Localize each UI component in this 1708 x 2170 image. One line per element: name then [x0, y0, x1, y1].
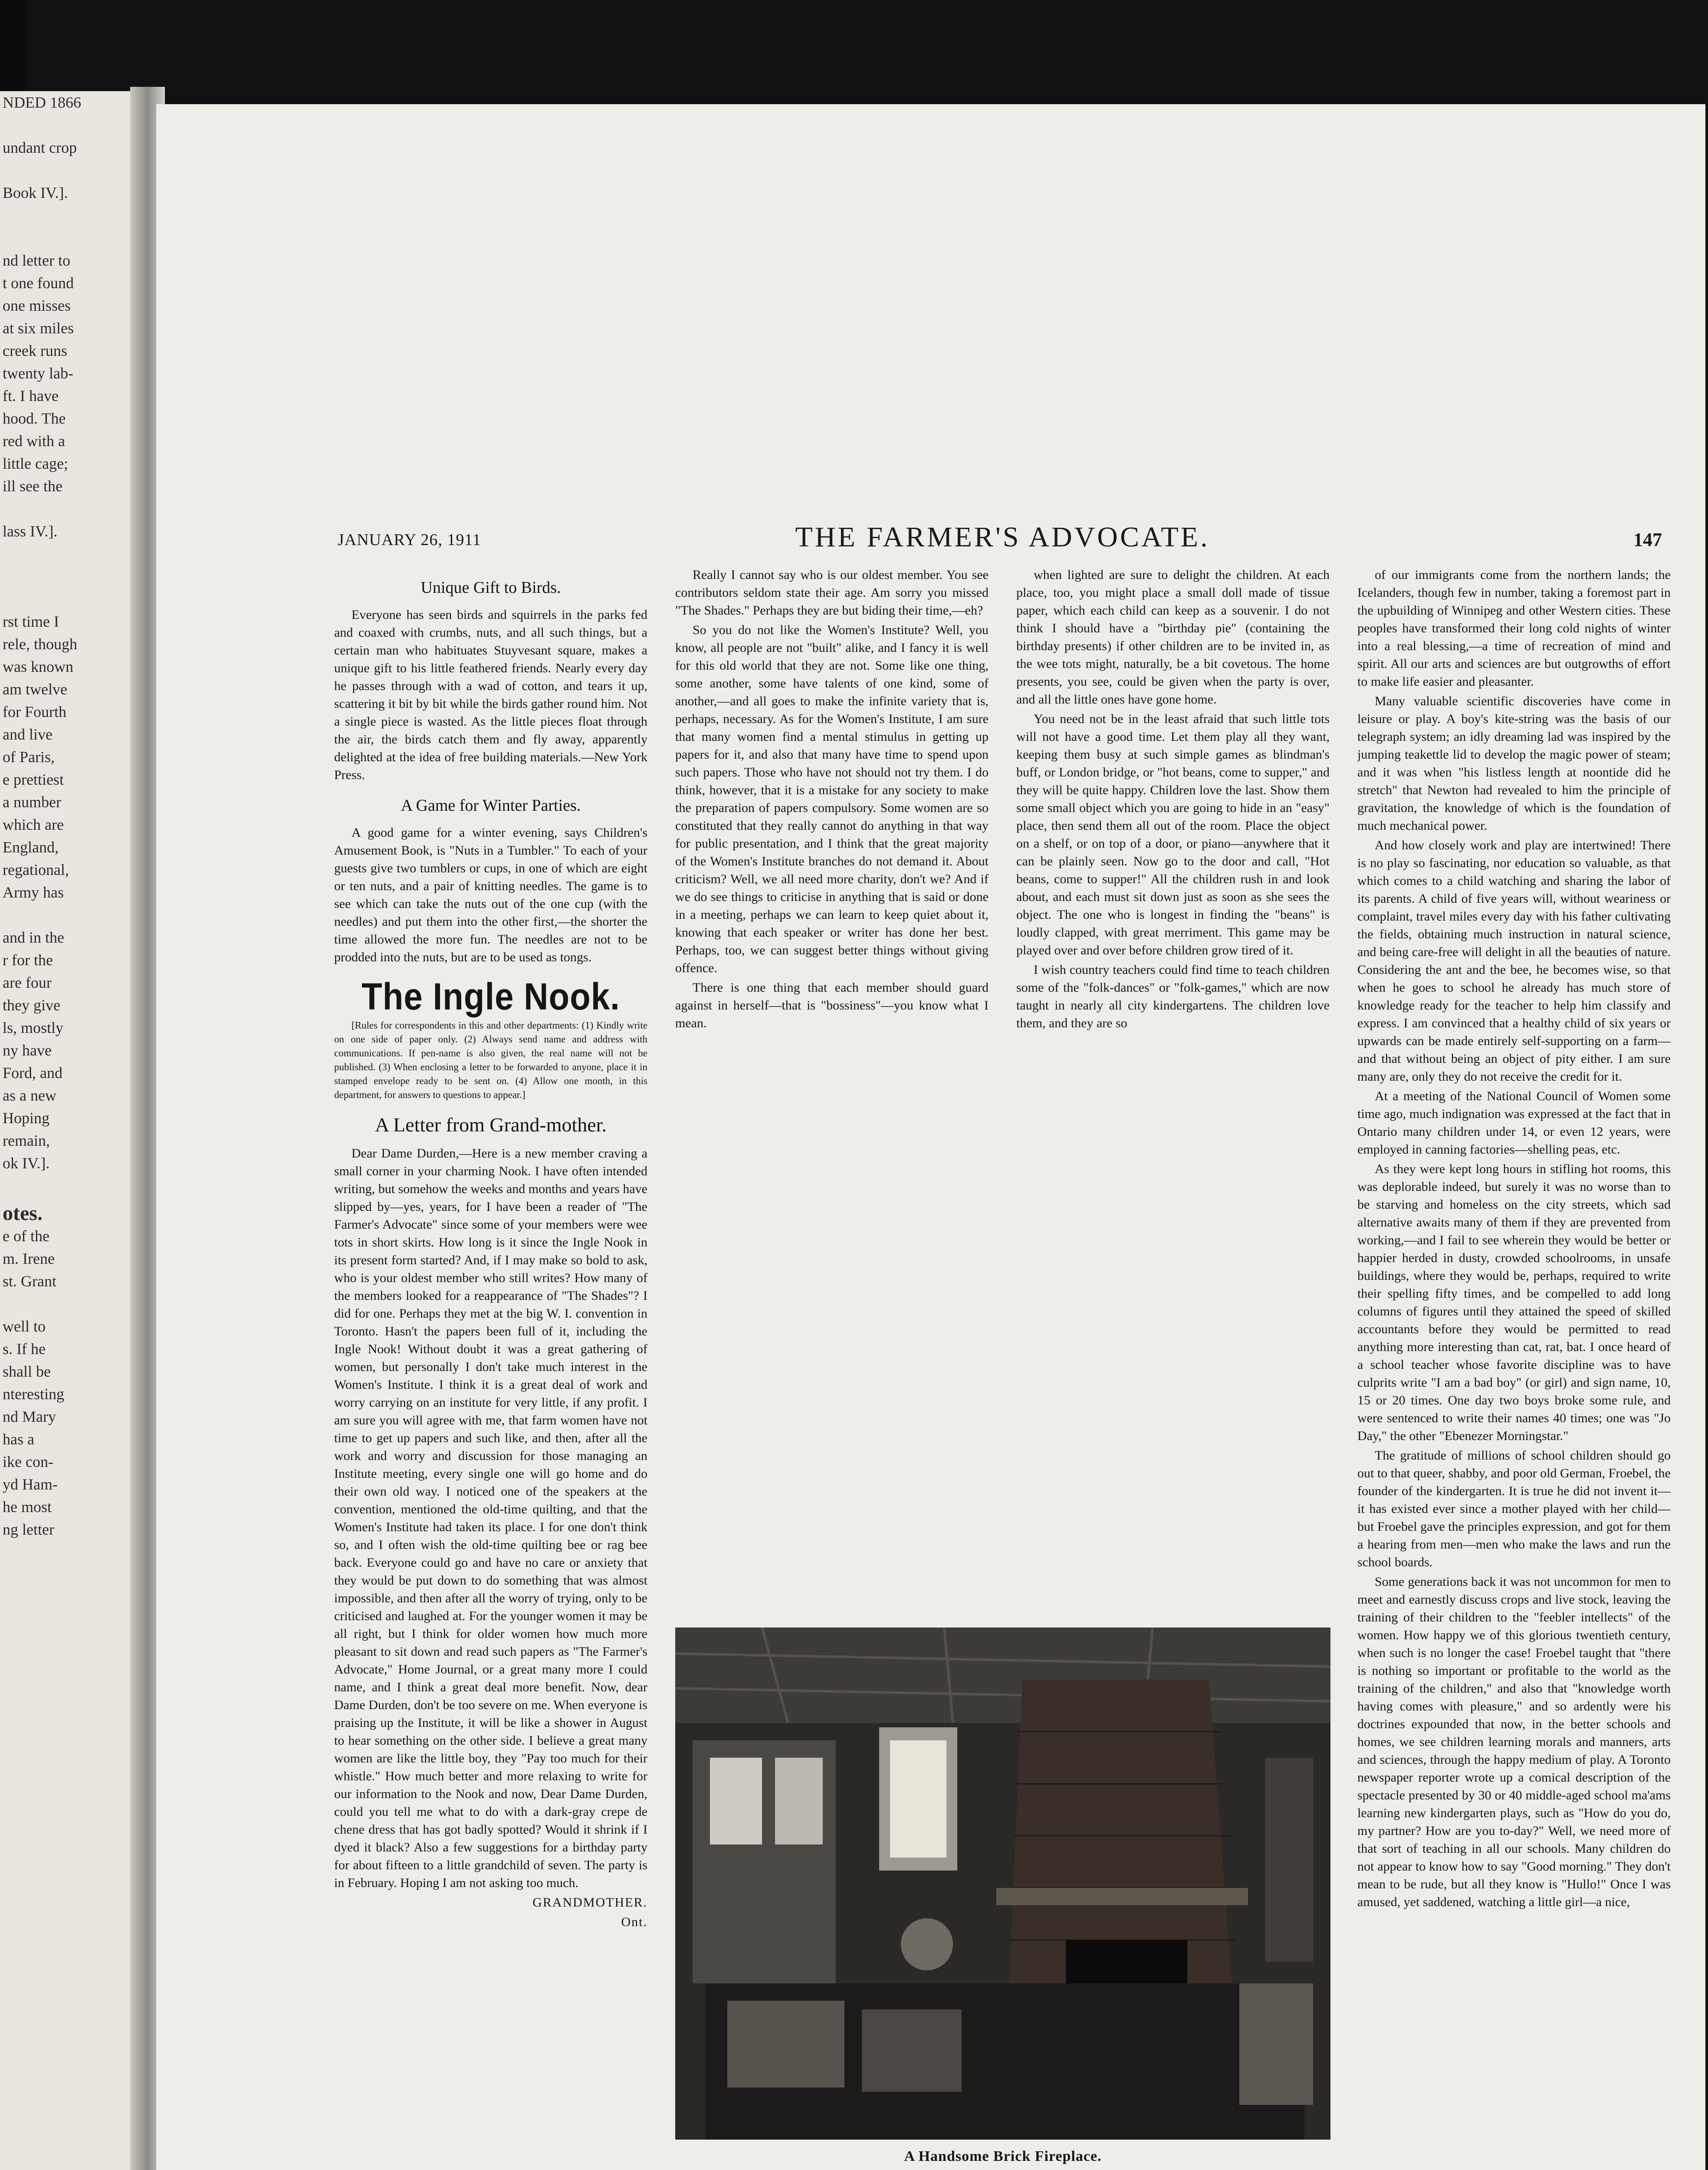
article-paragraph: At a meeting of the National Council of Women some time ago, much indignation was expressed at the fact that in Ontario many children under 14, or even 12 years, were employed in canning factories—shelling peas, etc. — [1357, 1089, 1671, 1157]
fragment-line — [0, 2105, 139, 2127]
fragment-line: twenty lab- — [3, 365, 73, 382]
fragment-line: was known — [3, 658, 73, 675]
fragment-line: Hoping — [3, 1109, 49, 1127]
journal-title: THE FARMER'S ADVOCATE. — [795, 521, 1210, 553]
fragment-line — [0, 1992, 139, 2015]
article-paragraph: As they were kept long hours in stifling hot rooms, this was deplorable indeed, but surely it was no worse than to be starving and homeless on the city streets, which sad alternative awaits many of them if they are prevented from working,—and I fail to see wherein they would be better or happier herded in dusty, crowded schoolrooms, in unsafe buildings, where they would be, perhaps, required to write their spelling fifty times, and be compelled to add long columns of figures until they attained the speed of skilled accountants before they would be permitted to read anything more interesting than cat, rat, bat. I once heard of a school teacher whose favorite discipline was to have culprits write "I am a bad boy" (or girl) and sign name, 10, 15 or 20 times. One day two boys broke some rule, and were sentenced to write their names 40 times; one was "Jo Day," the other "Ebenezer Morningstar." — [1357, 1162, 1671, 1443]
fragment-line: NDED 1866 — [3, 94, 81, 111]
page-number: 147 — [1633, 529, 1662, 550]
department-title: The Ingle Nook. — [361, 975, 620, 1018]
fragment-line: Ford, and — [3, 1064, 62, 1082]
article-paragraph: Some generations back it was not uncommon for men to meet and earnestly discuss crops and live stock, leaving the training of their children to the "feebler intellects" of the women. How happy we of this glorious twentieth century, when such is no longer the case! Froebel taught that "there is nothing so important or profitable to the world as the training of the children," and also that "knowledge worth having comes with pleasure," and so ardently were his doctrines expounded that now, in the better schools and homes, we see children learning morals and manners, arts and sciences, through the happy medium of play. A Toronto newspaper reporter wrote up a comical description of the spectacle presented by 30 or 40 middle-aged school ma'ams learning new kindergarten plays, such as "How do you do, my partner? How are you to-day?" Well, we need more of that sort of teaching in all our schools. Many children do not appear to know how to say "Good morning." They don't mean to be rude, but all they know is "Hullo!" Once I was amused, yet saddened, watching a little girl—a nice, — [1357, 1575, 1671, 1909]
column-1 — [334, 566, 647, 2170]
fragment-line — [0, 1654, 139, 1676]
fragment-line: r for the — [3, 951, 53, 969]
fragment-line: e prettiest — [3, 771, 64, 788]
fragment-line: lass IV.]. — [3, 523, 58, 540]
fragment-line — [0, 1744, 139, 1766]
fragment-line — [0, 1947, 139, 1969]
fragment-line: one misses — [3, 297, 71, 314]
fragment-line — [0, 497, 139, 520]
fragment-line — [0, 2015, 139, 2037]
fragment-line: ng letter — [3, 1521, 54, 1538]
fragment-line: m. Irene — [3, 1250, 55, 1267]
fragment-line: and live — [3, 726, 53, 743]
facing-page-fragment — [0, 91, 139, 2170]
fragment-line: nd Mary — [3, 1408, 56, 1425]
fragment-line: Book IV.]. — [3, 184, 68, 201]
fragment-line: ls, mostly — [3, 1019, 64, 1036]
fragment-line — [0, 1857, 139, 1879]
fragment-line: rst time I — [3, 613, 59, 630]
photo-caption: A Handsome Brick Fireplace. — [904, 2148, 1102, 2164]
column-4 — [1357, 566, 1671, 2170]
fragment-line: he most — [3, 1498, 52, 1516]
fragment-line — [0, 1789, 139, 1812]
article-paragraph: There is one thing that each member should guard against in herself—that is "bossiness"—you know what I mean. — [675, 980, 989, 1030]
fragment-line: am twelve — [3, 681, 67, 698]
fragment-line: well to — [3, 1318, 46, 1335]
fragment-line: ill see the — [3, 477, 62, 495]
article-paragraph: You need not be in the least afraid that such little tots will not have a good time. Let them play all they want, keeping them busy at such simple games as blindman's buff, or London bridge, or "hot beans, come to supper," and they will be quite happy. Children love the last. Show them some small object which you are going to hide in an "easy" place, then send them all out of the room. Place the object on a shelf, or on top of a door, or piano—anywhere that it can be plainly seen. Now go to the door and call, "Hot beans, come to supper!" All the children rush in and look about, and each must sit down just as soon as she sees the object. The one who is longest in finding the "beans" is loudly clapped, with great merriment. This game may be played over and over before children grow tired of it. — [1016, 712, 1330, 957]
fragment-line: undant crop — [3, 139, 77, 156]
fragment-line — [0, 1969, 139, 1992]
fragment-line: shall be — [3, 1363, 51, 1380]
article-paragraph: Many valuable scientific discoveries have come in leisure or play. A boy's kite-string was the basis of our telegraph system; an idly dreaming lad was inspired by the jumping teakettle lid to develop the magic power of steam; and it was when "his listless length at noontide did he stretch" that Newton had revealed to him the principle of gravitation, the knowledge of which is the foundation of much mechanical power. — [1357, 694, 1671, 833]
fireplace-photo-image — [675, 1628, 1330, 2140]
column-3-upper — [1016, 566, 1330, 1616]
fragment-line: Army has — [3, 884, 64, 901]
fragment-line — [0, 1608, 139, 1631]
fragment-line: yd Ham- — [3, 1476, 58, 1493]
fragment-line — [0, 588, 139, 610]
signature-place: Ont. — [621, 1915, 647, 1929]
article-paragraph: Really I cannot say who is our oldest member. You see contributors seldom state their age. Am sorry you missed "The Shades." Perhaps they are but biding their time,—eh? — [675, 568, 989, 618]
article-paragraph: of our immigrants come from the northern lands; the Icelanders, though few in number, taking a foremost part in the upbuilding of Winnipeg and other Western cities. These peoples have transformed their long cold nights of winter into a real blessing,—a time of recreation of mind and spirit. All our arts and sciences are but outgrowths of effort to make life easier and pleasanter. — [1357, 568, 1671, 689]
issue-date: JANUARY 26, 1911 — [338, 531, 481, 549]
fragment-line: has a — [3, 1430, 34, 1448]
fragment-line: of Paris, — [3, 748, 55, 766]
fragment-line — [0, 2060, 139, 2082]
fragment-line: e of the — [3, 1227, 49, 1245]
fragment-heading: otes. — [3, 1202, 43, 1225]
fragment-line: for Fourth — [3, 703, 66, 720]
fragment-line: hood. The — [3, 410, 66, 427]
fragment-line: nteresting — [3, 1385, 64, 1403]
fragment-line: t one found — [3, 274, 74, 292]
fragment-line — [0, 542, 139, 565]
fragment-line — [0, 2082, 139, 2105]
fragment-line — [0, 565, 139, 588]
fragment-line — [0, 1699, 139, 1721]
fragment-line: remain, — [3, 1132, 50, 1149]
fragment-line — [0, 1902, 139, 1924]
article-paragraph: A good game for a winter evening, says Children's Amusement Book, is "Nuts in a Tumbler." To each of your guests give two tumblers or cups, in one of which are eight or ten nuts, and a pair of knitting needles. The game is to see which can take the nuts out of the one cup (with the needles) and put them into the other first,—the shorter the time allowed the more fun. The needles are not to be prodded into the nuts, but are to be used as tongs. — [334, 825, 647, 964]
fragment-line: are four — [3, 974, 52, 991]
fragment-line — [0, 227, 139, 249]
fragment-line — [0, 1834, 139, 1857]
fragment-line — [0, 1292, 139, 1315]
article-paragraph: The gratitude of millions of school children should go out to that queer, shabby, and poor old German, Froebel, the founder of the kindergarten. It is true he did not invent it—it has existed ever since a mother played with her child—but Froebel gave the principles expression, and got for them a hearing from men—men who make the laws and run the school boards. — [1357, 1448, 1671, 1569]
article-heading: Unique Gift to Birds. — [420, 579, 561, 597]
fragment-line — [0, 2037, 139, 2060]
fragment-line: st. Grant — [3, 1272, 56, 1290]
fragment-line: regational, — [3, 861, 69, 878]
fragment-line — [0, 1631, 139, 1654]
department-rules: [Rules for correspondents in this and other departments: (1) Kindly write on one side of paper only. (2) Always send name and address with communications. If pen-name is also given, the real name will not be published. (3) When enclosing a letter to be forwarded to anyone, place it in stamped envelope ready to be sent on. (4) Allow one month, in this department, for answers to questions to appear.] — [334, 1020, 647, 1100]
fragment-line: ok IV.]. — [3, 1154, 50, 1172]
fragment-line — [0, 1879, 139, 1902]
article-heading: A Letter from Grand-mother. — [375, 1114, 607, 1136]
fragment-line: at six miles — [3, 319, 74, 337]
fireplace-photograph — [675, 1628, 1330, 2170]
fragment-line: little cage; — [3, 455, 68, 472]
fragment-line: as a new — [3, 1087, 56, 1104]
article-paragraph: So you do not like the Women's Institute? Well, you know, all people are not "built" alike, and I fancy it is well for this old world that they are not. Some like one thing, some another, some have talents of one kind, some of another,—and all goes to make the infinite variety that is, perhaps, necessary. As for the Women's Institute, I am sure that many women find a mental stimulus in getting up papers for it, and also that many have time to spend upon such papers. Those who have not should not try them. I do think, however, that it is a mistake for any society to make the preparation of papers compulsory. Some women are so constituted that they really cannot do anything in that way for public presentation, and I think that the great majority of the Women's Institute branches do not demand it. About criticism? Well, we all need more charity, don't we? And if we do see things to criticise in anything that is said or done in a meeting, perhaps we can learn to keep quiet about it, knowing that each speaker or writer has done her best. Perhaps, too, we can suggest better things without giving offence. — [675, 623, 989, 975]
fragment-line — [0, 1766, 139, 1789]
page-content — [334, 521, 1671, 2170]
article-paragraph: Everyone has seen birds and squirrels in the parks fed and coaxed with crumbs, nuts, and all such things, but a certain man who habituates Stuyvesant square, makes a unique gift to his little feathered friends. Nearly every day he passes through with a wad of cotton, and tears it up, scattering it bit by bit while the birds gather round him. Not a single piece is wasted. As the little pieces float through the air, the birds catch them and fly away, apparently delighted at the idea of free building materials.—New York Press. — [334, 608, 647, 782]
fragment-line: s. If he — [3, 1340, 46, 1358]
fragment-line — [0, 1174, 139, 1197]
article-paragraph: when lighted are sure to delight the children. At each place, too, you might place a small doll made of tissue paper, which each child can keep as a souvenir. I do not think I should have a "birthday pie" (containing the birthday presents) if other children are to be invited in, as the wee tots might, naturally, be a bit covetous. The home presents, you see, could be given when the party is over, and all the little ones have gone home. — [1016, 568, 1330, 707]
fragment-line: creek runs — [3, 342, 67, 359]
fragment-line — [0, 2127, 139, 2150]
fragment-line — [0, 904, 139, 926]
fragment-line: which are — [3, 816, 64, 833]
fragment-line — [0, 1924, 139, 1947]
fragment-line — [0, 1676, 139, 1699]
fragment-line — [0, 2150, 139, 2170]
fragment-line — [0, 1563, 139, 1586]
column-2-upper — [675, 566, 989, 1616]
fragment-line — [0, 159, 139, 181]
fragment-line — [0, 1812, 139, 1834]
article-heading: A Game for Winter Parties. — [401, 796, 581, 815]
fragment-line — [0, 1541, 139, 1563]
fragment-line: rele, though — [3, 635, 77, 653]
fragment-line: and in the — [3, 929, 64, 946]
article-paragraph: And how closely work and play are intertwined! There is no play so fascinating, nor education so valuable, as that which comes to a child watching and sharing the labor of its parents. A child of five years will, without weariness or complaint, travel miles every day with his father cultivating the fields, obtaining much instruction in natural science, and being care-free will delight in all the beauties of nature. Considering the ant and the bee, he becomes wise, so that when he goes to school he already has much store of knowledge ready for the teacher to help him classify and express. I am convinced that a healthy child of six years or upwards can be made entirely self-supporting on a farm—and that without being an object of pity either. I am sure many are, only they do not receive the credit for it. — [1357, 838, 1671, 1084]
fragment-line: nd letter to — [3, 252, 70, 269]
fragment-line: red with a — [3, 432, 65, 450]
fragment-line: ny have — [3, 1042, 52, 1059]
fragment-line: a number — [3, 793, 61, 811]
article-paragraph: Dear Dame Durden,—Here is a new member craving a small corner in your charming Nook. I have often intended writing, but somehow the weeks and months and years have slipped by—yes, years, for I have been a reader of "The Farmer's Advocate" since some of your members were wee tots in short skirts. How long is it since the Ingle Nook in its present form started? And, if I may make so bold to ask, who is your oldest member who still writes? How many of the members looked for a reappearance of "The Shades"? I did for one. Perhaps they met at the big W. I. convention in Toronto. Hasn't the papers been full of it, including the Ingle Nook! Without doubt it was a great gathering of women, but personally I don't take much interest in the Women's Institute. I think it is a great deal of work and worry carrying on an institute for very little, if any profit. I am sure you will agree with me, that farm women have not time to get up papers and such like, and then, after all the work and worry and discussion for those managing an Institute meeting, every single one will go home and do their own old way. I noticed one of the speakers at the convention, mentioned the old-time quilting, and that the Women's Institute had taken its place. I for one don't think so, and I often wish the old-time quilting bee or rag bee back. Everyone could go and have no care or anxiety that they would be put down to do something that was almost impossible, and then after all the worry of trying, only to be criticised and laughed at. For the younger women it may be all right, but I think for older women how much more pleasant to sit down and read such papers as "The Farmer's Advocate," Home Journal, or a great many more I could name, and I think a great deal more benefit. Now, dear Dame Durden, don't be too severe on me. When everyone is praising up the Institute, it will be like a shower in August to hear something on the other side. I believe a great many women are like the little boy, they "Pay too much for their whistle." How much better and more relaxing to write for our information to the Nook and now, Dear Dame Durden, could you tell me what to do with a dark-gray crepe de chene dress that has got badly spotted? Would it shrink if I dyed it black? Also a few suggestions for a birthday party for about fifteen to a little grandchild of seven. The party is in February. Hoping I am not asking too much. — [334, 1146, 647, 1890]
fragment-line — [0, 204, 139, 227]
article-paragraph: I wish country teachers could find time to teach children some of the "folk-dances" or "folk-games," which are now taught in nearly all city kindergartens. The children love them, and they are so — [1016, 963, 1330, 1030]
fragment-line: they give — [3, 996, 60, 1014]
newspaper-page — [156, 104, 1705, 2170]
fragment-line: England, — [3, 838, 59, 856]
fragment-line — [0, 114, 139, 136]
fragment-line: ike con- — [3, 1453, 53, 1470]
running-head — [334, 521, 1671, 556]
fragment-line — [0, 1721, 139, 1744]
fragment-line: ft. I have — [3, 387, 59, 404]
fragment-line — [0, 1586, 139, 1608]
signature: GRANDMOTHER. — [532, 1895, 647, 1910]
